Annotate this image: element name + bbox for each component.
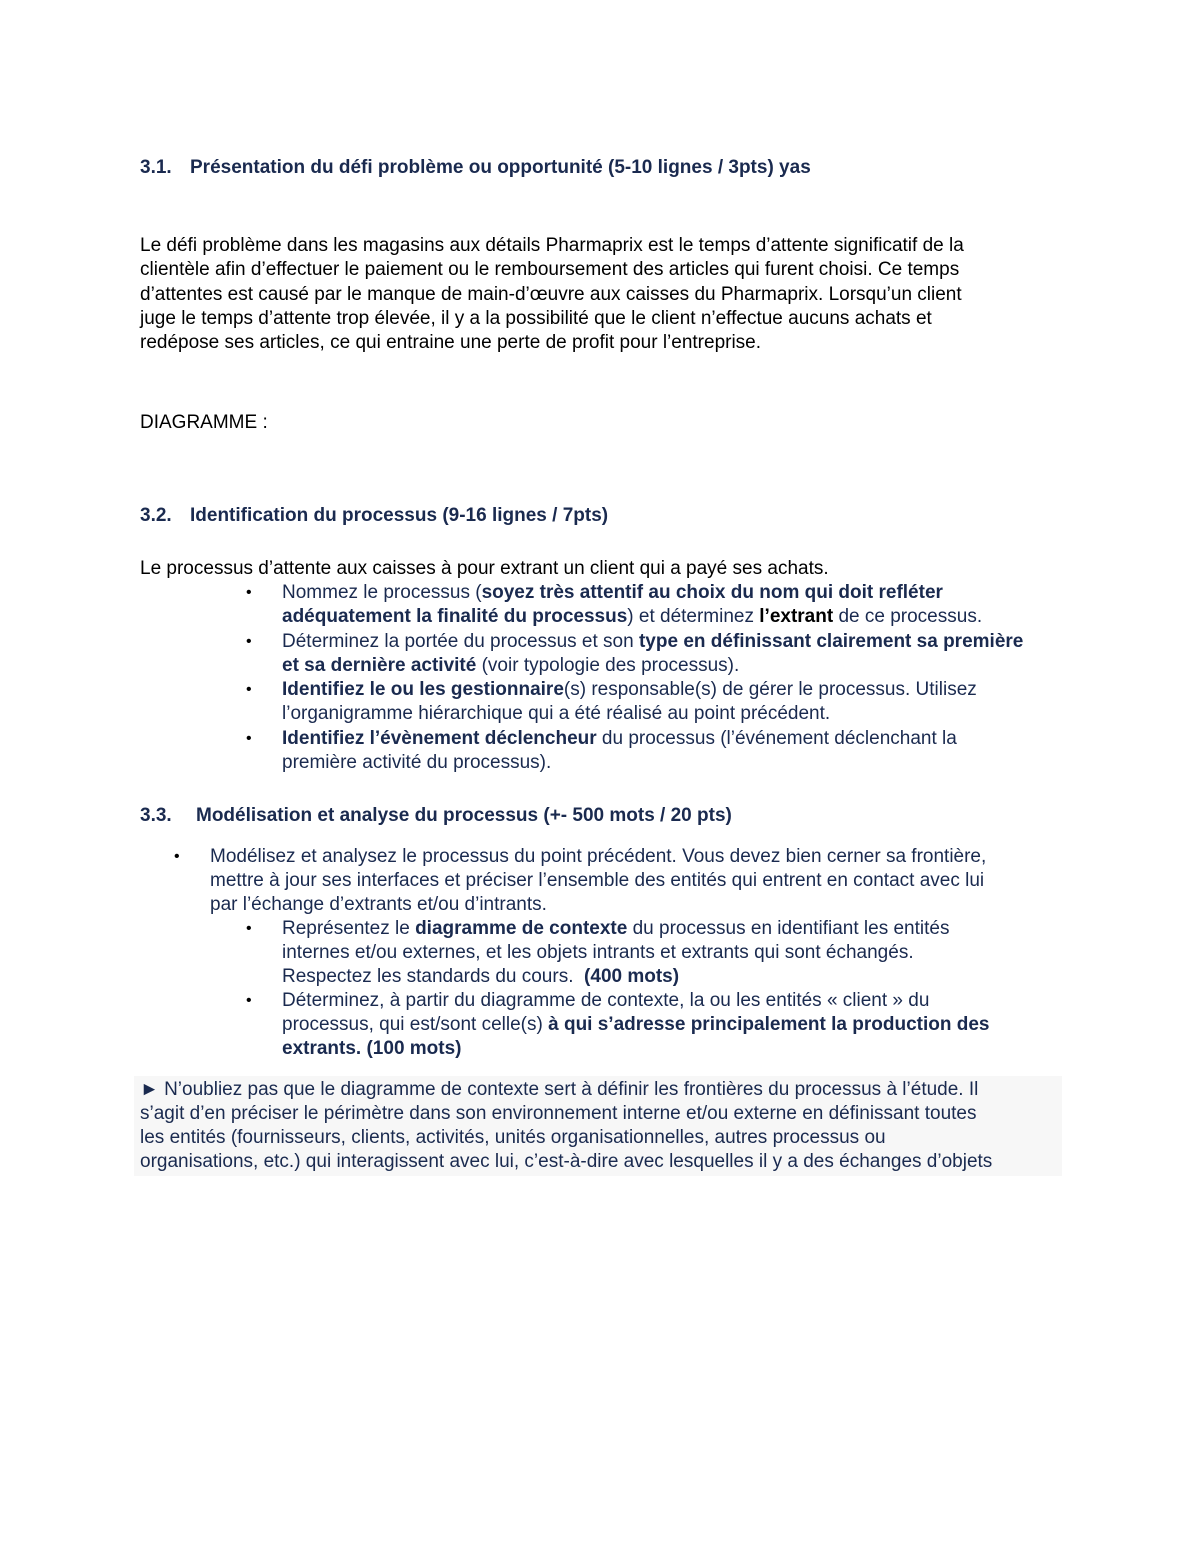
bullet-line xyxy=(282,917,949,941)
bullet-glyph: • xyxy=(246,992,252,1009)
bullet-glyph: • xyxy=(246,730,252,747)
paragraph-line: redépose ses articles, ce qui entraine une perte de profit pour l’entreprise. xyxy=(140,332,762,353)
bullet-glyph: • xyxy=(246,681,252,698)
paragraph-line: juge le temps d’attente trop élevée, il y a la possibilité que le client n’effectue aucuns achats et xyxy=(140,308,932,329)
bullet-line: internes et/ou externes, et les objets intrants et extrants qui sont échangés. xyxy=(282,942,914,963)
section-3-2-heading xyxy=(140,504,608,528)
section-3-3-heading xyxy=(140,804,732,828)
bullet-line: Déterminez, à partir du diagramme de contexte, la ou les entités « client » du xyxy=(282,990,930,1011)
bold-run: soyez très attentif au choix du nom qui doit refléter xyxy=(481,582,943,603)
text-run: du processus en identifiant les entités xyxy=(627,918,950,939)
bold-run: extrants. (100 mots) xyxy=(282,1038,462,1059)
bold-run: type en définissant clairement sa première xyxy=(638,631,1024,652)
text-run: Nommez le processus ( xyxy=(282,582,482,603)
text-run: Respectez les standards du cours. xyxy=(282,966,585,987)
section-title: Identification du processus (9-16 lignes / 7pts) xyxy=(190,505,609,526)
bold-run: adéquatement la finalité du processus xyxy=(282,606,628,627)
section-title: Présentation du défi problème ou opportunité (5-10 lignes / 3pts) yas xyxy=(190,157,811,178)
text-run: ) et déterminez xyxy=(627,606,760,627)
text-run: de ce processus. xyxy=(833,606,983,627)
bullet-line: Modélisez et analysez le processus du point précédent. Vous devez bien cerner sa frontière, xyxy=(210,846,987,867)
bullet-line xyxy=(282,678,977,702)
paragraph-line: clientèle afin d’effectuer le paiement ou le remboursement des articles qui furent choisi. Ce temps xyxy=(140,259,960,280)
bullet-line: mettre à jour ses interfaces et préciser l’ensemble des entités qui entrent en contact avec lui xyxy=(210,870,985,891)
bullet-line xyxy=(282,1037,462,1061)
note-line: organisations, etc.) qui interagissent avec lui, c’est-à-dire avec lesquelles il y a des échanges d’objets xyxy=(140,1151,993,1172)
bullet-line: première activité du processus). xyxy=(282,752,552,773)
bold-run: et sa dernière activité xyxy=(282,655,477,676)
bullet-line xyxy=(282,581,943,605)
bullet-line: par l’échange d’extrants et/ou d’intrants. xyxy=(210,894,547,915)
bullet-line xyxy=(282,965,679,989)
bold-run: l’extrant xyxy=(759,606,834,627)
note-line: s’agit d’en préciser le périmètre dans son environnement interne et/ou externe en définissant toutes xyxy=(140,1103,977,1124)
bold-run: Identifiez le ou les gestionnaire xyxy=(282,679,564,700)
note-line: ► N’oubliez pas que le diagramme de contexte sert à définir les frontières du processus à l’étude. Il xyxy=(140,1079,979,1100)
paragraph-line: Le défi problème dans les magasins aux détails Pharmaprix est le temps d’attente significatif de la xyxy=(140,235,964,256)
text-run: (s) responsable(s) de gérer le processus. Utilisez xyxy=(563,679,977,700)
text-run: (voir typologie des processus). xyxy=(476,655,740,676)
intro-line: Le processus d’attente aux caisses à pour extrant un client qui a payé ses achats. xyxy=(140,558,829,579)
diagram-label: DIAGRAMME : xyxy=(140,412,268,433)
bullet-line xyxy=(282,1013,989,1037)
bullet-glyph: • xyxy=(246,584,252,601)
bullet-line: l’organigramme hiérarchique qui a été réalisé au point précédent. xyxy=(282,703,831,724)
bullet-glyph: • xyxy=(174,848,180,865)
text-run: Déterminez la portée du processus et son xyxy=(282,631,639,652)
bold-run: Identifiez l’évènement déclencheur xyxy=(282,728,597,749)
note-line: les entités (fournisseurs, clients, activités, unités organisationnelles, autres processus ou xyxy=(140,1127,886,1148)
section-number: 3.3. xyxy=(140,805,172,826)
section-number: 3.1. xyxy=(140,157,172,178)
section-title: Modélisation et analyse du processus (+- 500 mots / 20 pts) xyxy=(196,805,732,826)
bullet-line xyxy=(282,605,982,629)
bullet-glyph: • xyxy=(246,633,252,650)
bold-run: diagramme de contexte xyxy=(415,918,628,939)
bullet-line xyxy=(282,727,957,751)
text-run: Représentez le xyxy=(282,918,416,939)
bold-run: (400 mots) xyxy=(584,966,680,987)
text-run: processus, qui est/sont celle(s) xyxy=(282,1014,549,1035)
section-number: 3.2. xyxy=(140,505,172,526)
bullet-glyph: • xyxy=(246,920,252,937)
bold-run: à qui s’adresse principalement la production des xyxy=(548,1014,990,1035)
bullet-line xyxy=(282,630,1023,654)
paragraph-line: d’attentes est causé par le manque de main-d’œuvre aux caisses du Pharmaprix. Lorsqu’un client xyxy=(140,284,962,305)
bullet-line xyxy=(282,654,739,678)
text-run: du processus (l’événement déclenchant la xyxy=(596,728,957,749)
section-3-1-heading xyxy=(140,156,811,180)
